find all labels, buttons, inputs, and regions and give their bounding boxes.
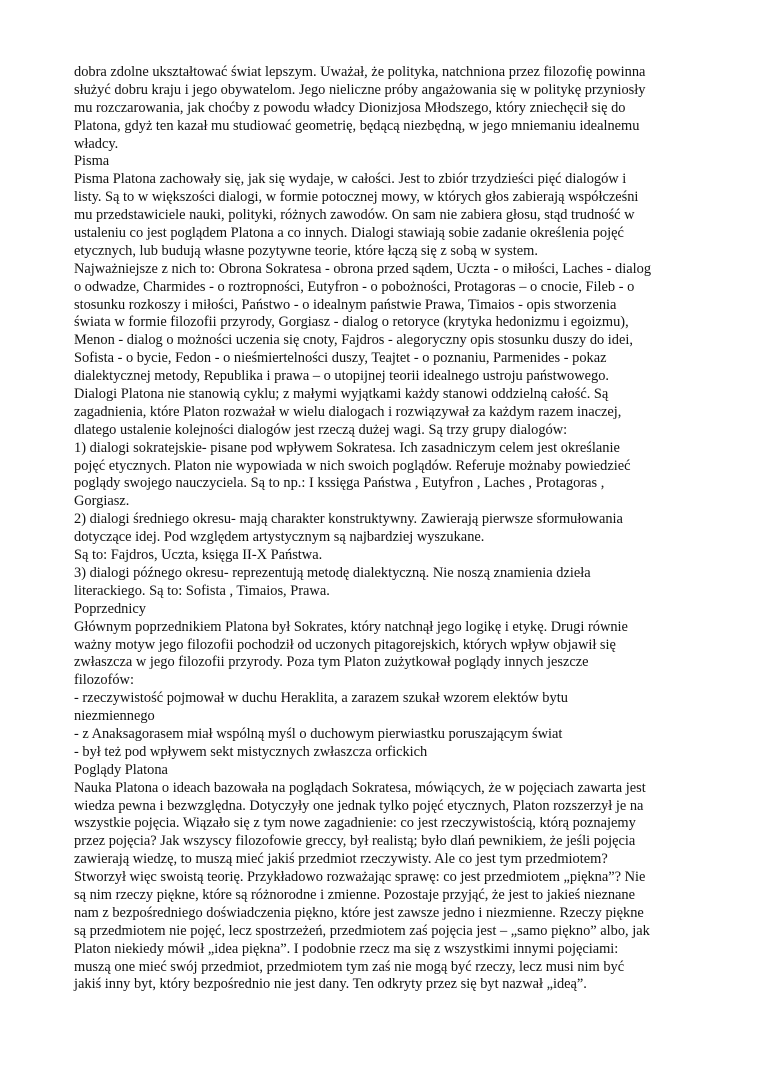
text-line: filozofów: [74,672,134,689]
text-line: stosunku rozkoszy i miłości, Państwo - o idealnym państwie Prawa, Timaios - opis stworzenia [74,296,617,313]
text-line: Stworzył więc swoistą teorię. Przykładowo rozważając sprawę: co jest przedmiotem „piękna”? Nie [74,869,646,886]
text-line: Menon - dialog o możności uczenia się cnoty, Fajdros - alegoryczny opis stosunku duszy do idei, [74,332,633,349]
text-line: Gorgiasz. [74,493,130,510]
text-line: niezmiennego [74,708,155,725]
text-line: Sofista - o bycie, Fedon - o nieśmiertelności duszy, Teajtet - o poznaniu, Parmenides - pokaz [74,350,607,367]
text-line: Głównym poprzednikiem Platona był Sokrates, który natchnął jego logikę i etykę. Drugi równie [74,618,628,635]
text-line: o odwadze, Charmides - o roztropności, Eutyfron - o pobożności, Protagoras – o cnocie, Fileb - o [74,278,635,295]
text-line: przez pojęcia? Jak wszyscy filozofowie greccy, był realistą; było dlań pewnikiem, że jeśli pojęcia [74,833,636,850]
section-heading-poglady: Poglądy Platona [74,761,168,778]
text-line: literackiego. Są to: Sofista , Timaios, Prawa. [74,582,330,599]
section-heading-poprzednicy: Poprzednicy [74,600,146,617]
text-line: dialektycznej metody, Republika i prawa – o utopijnej teorii idealnego ustroju państwowego. [74,368,609,385]
text-line: poglądy swojego nauczyciela. Są to np.: I kssięga Państwa , Eutyfron , Laches , Protagoras , [74,475,605,492]
text-line: ustaleniu co jest poglądem Platona a co innych. Dialogi stawiają sobie zadanie określenia pojęć [74,225,624,242]
text-line: zagadnienia, które Platon rozważał w wielu dialogach i rozwiązywał za każdym razem inaczej, [74,403,622,420]
text-line: mu rozczarowania, jak choćby z powodu władcy Dionizjosa Młodszego, który zniechęcił się do [74,99,626,116]
text-line: listy. Są to w większości dialogi, w formie potocznej mowy, w których głos zabierają współcześni [74,189,639,206]
text-line: wiedza pewna i bezwzględna. Dotyczyły one jednak tylko pojęć etycznych, Platon rozszerzył je na [74,797,644,814]
text-line: zwłaszcza w jego filozofii przyrody. Poza tym Platon zużytkował poglądy innych jeszcze [74,654,589,671]
text-line: dlatego ustalenie kolejności dialogów jest rzeczą dużej wagi. Są trzy grupy dialogów: [74,421,568,438]
text-line: dotyczące idej. Pod względem artystycznym są najbardziej wyszukane. [74,529,485,546]
text-line: Nauka Platona o ideach bazowała na poglądach Sokratesa, mówiących, że w pojęciach zawarta jest [74,779,646,796]
text-line: jakiś inny byt, który bezpośrednio nie jest dany. Ten odkryty przez się byt nazwał „ideą”. [74,976,587,993]
text-line: służyć dobru kraju i jego obywatelom. Jego nieliczne próby angażowania się w politykę przyniosły [74,81,646,98]
text-line: dobra zdolne ukształtować świat lepszym. Uważał, że polityka, natchniona przez filozofię powinna [74,64,646,80]
text-line: nam z bezpośredniego doświadczenia piękno, które jest zawsze jedno i niezmienne. Rzeczy piękne [74,904,644,921]
text-line: Pisma Platona zachowały się, jak się wydaje, w całości. Jest to zbiór trzydzieści pięć dialogów i [74,171,627,188]
section-heading-pisma: Pisma [74,153,110,170]
text-line: 3) dialogi późnego okresu- reprezentują metodę dialektyczną. Nie noszą znamienia dzieła [74,564,591,581]
text-line: Są to: Fajdros, Uczta, księga II-X Państwa. [74,547,323,564]
text-line: - rzeczywistość pojmował w duchu Heraklita, a zarazem szukał wzorem elektów bytu [74,690,568,707]
text-line: - był też pod wpływem sekt mistycznych zwłaszcza orfickich [74,743,428,760]
text-line: władcy. [74,135,119,152]
document-page [74,64,694,994]
text-line: ważny motyw jego filozofii pochodził od uczonych pitagorejskich, których wpływ objawił się [74,636,616,653]
text-line: Platona, gdyż ten kazał mu studiować geometrię, będącą niezbędną, w jego mniemaniu idealnemu [74,117,640,134]
text-line: świata w formie filozofii przyrody, Gorgiasz - dialog o retoryce (krytyka hedonizmu i egoizmu), [74,314,629,331]
text-line: Najważniejsze z nich to: Obrona Sokratesa - obrona przed sądem, Uczta - o miłości, Laches - dialog [74,260,652,277]
text-line: są nim rzeczy piękne, które są różnorodne i zmienne. Pozostaje przyjąć, że jest to jakieś nieznane [74,886,636,903]
text-line: Dialogi Platona nie stanowią cyklu; z małymi wyjątkami każdy stanowi oddzielną całość. Są [74,386,609,403]
text-line: mu przedstawiciele nauki, polityki, różnych zawodów. On sam nie zabiera głosu, stąd trudność w [74,207,635,224]
text-line: Platon niekiedy mówił „idea piękna”. I podobnie rzecz ma się z wszystkimi innymi pojęciami: [74,940,619,957]
text-line: wszystkie pojęcia. Wiązało się z tym nowe zagadnienie: co jest rzeczywistością, którą poznajemy [74,815,636,832]
text-line: pojęć etycznych. Platon nie wypowiada w nich swoich poglądów. Referuje możnaby powiedzieć [74,457,631,474]
text-line: zawierają wiedzę, to muszą mieć jakiś przedmiot rzeczywisty. Ale co jest tym przedmiotem? [74,851,608,868]
text-line: - z Anaksagorasem miał wspólną myśl o duchowym pierwiastku poruszającym świat [74,725,563,742]
text-line: 1) dialogi sokratejskie- pisane pod wpływem Sokratesa. Ich zasadniczym celem jest określanie [74,439,620,456]
text-line: są przedmiotem nie pojęć, lecz spostrzeżeń, przedmiotem zaś pojęcia jest – „samo piękno” albo, jak [74,922,650,939]
text-line: muszą one mieć swój przedmiot, przedmiotem tym zaś nie mogą być rzeczy, lecz musi nim być [74,958,625,975]
text-line: 2) dialogi średniego okresu- mają charakter konstruktywny. Zawierają pierwsze sformułowania [74,511,623,528]
text-line: etycznych, lub budują własne pozytywne teorie, które łączą się z sobą w system. [74,242,538,259]
